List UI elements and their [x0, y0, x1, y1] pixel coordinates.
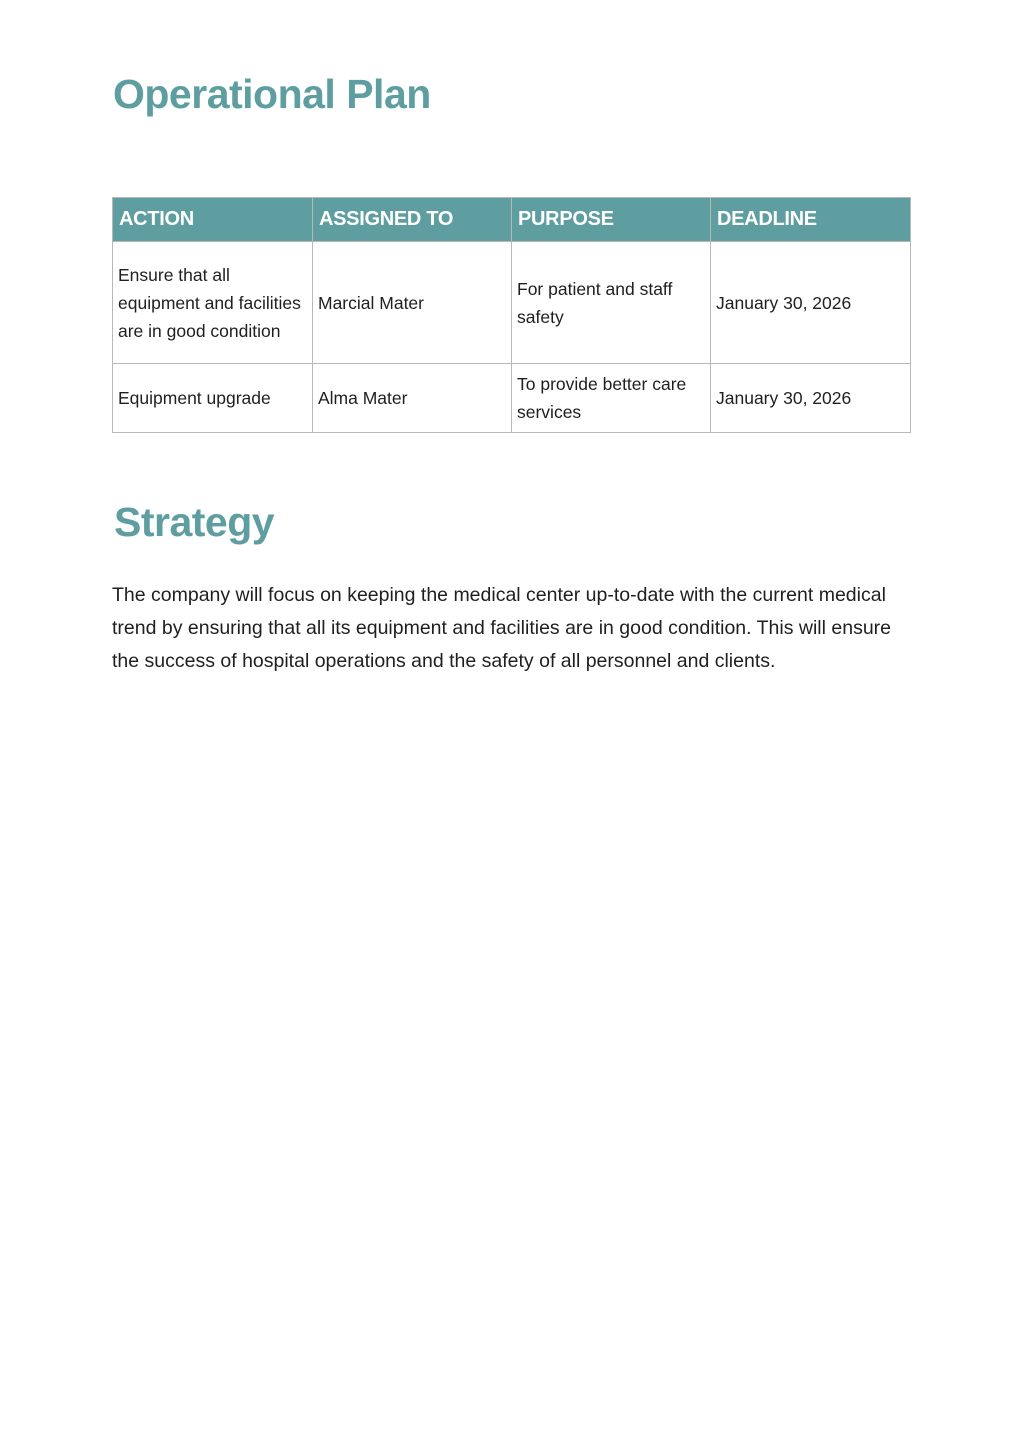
cell-deadline: January 30, 2026: [711, 364, 911, 433]
header-purpose: PURPOSE: [512, 198, 711, 242]
table-row: [113, 242, 911, 364]
table-row: [113, 364, 911, 433]
operational-plan-table: [112, 197, 911, 433]
cell-assigned-to: Alma Mater: [313, 364, 512, 433]
header-assigned-to: ASSIGNED TO: [313, 198, 512, 242]
operational-plan-title: Operational Plan: [113, 71, 431, 117]
header-action: ACTION: [113, 198, 313, 242]
cell-action: Equipment upgrade: [113, 364, 313, 433]
strategy-title: Strategy: [114, 499, 275, 545]
table-header-row: [113, 198, 911, 242]
strategy-paragraph: The company will focus on keeping the medical center up-to-date with the current medical trend by ensuring that all its equipment and facilities are in good condition. This will ensure the success of hospital operations and the safety of all personnel and clients.: [112, 584, 892, 672]
header-deadline: DEADLINE: [711, 198, 911, 242]
cell-action: Ensure that all equipment and facilities are in good condition: [113, 242, 313, 364]
cell-assigned-to: Marcial Mater: [313, 242, 512, 364]
cell-deadline: January 30, 2026: [711, 242, 911, 364]
cell-purpose: To provide better care services: [512, 364, 711, 433]
cell-purpose: For patient and staff safety: [512, 242, 711, 364]
